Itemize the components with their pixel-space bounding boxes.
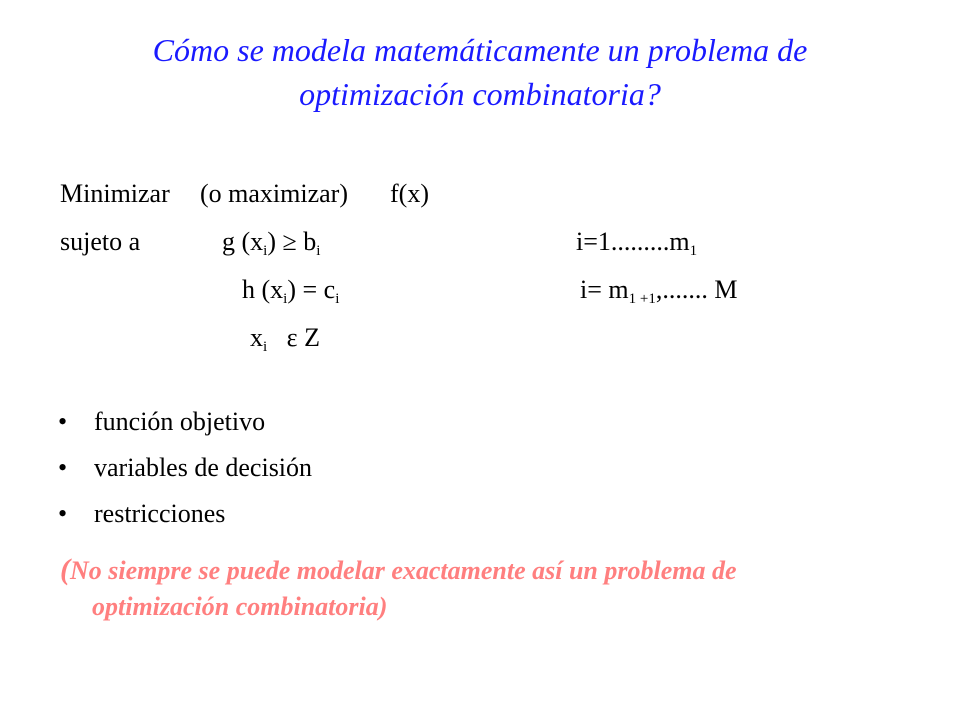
objective-label: Minimizar <box>60 179 170 208</box>
constraint-inequality-sub-i: i <box>263 243 268 259</box>
note-line1: No siempre se puede modelar exactamente así un problema de <box>70 556 737 585</box>
slide-title-line1: Cómo se modela matemáticamente un problema de <box>152 32 808 68</box>
bullet-icon: • <box>58 453 68 482</box>
constraint-equality-sub-c: i <box>335 291 340 307</box>
caveat-note <box>60 552 910 625</box>
list-item-text: variables de decisión <box>94 453 313 482</box>
bullet-icon: • <box>58 407 68 436</box>
constraint-equality-op: ) = c <box>287 275 336 304</box>
constraint-inequality <box>222 226 320 258</box>
list-item <box>58 406 312 452</box>
note-line2: optimización combinatoria) <box>92 592 388 621</box>
constraint-equality-range <box>580 274 737 306</box>
range1-sub: 1 <box>689 243 698 259</box>
list-item <box>58 452 312 498</box>
range1-text: i=1.........m <box>576 227 690 256</box>
list-item-text: restricciones <box>94 499 226 528</box>
constraint-inequality-lhs: g (x <box>222 227 264 256</box>
slide-title-line2: optimización combinatoria? <box>299 76 661 112</box>
bullet-icon: • <box>58 499 68 528</box>
constraint-inequality-op: ) ≥ b <box>267 227 317 256</box>
range2-sub: 1 +1 <box>628 291 656 307</box>
integrality-var: x <box>250 323 263 352</box>
range2-tail: ,....... M <box>655 275 738 304</box>
list-item <box>58 498 312 544</box>
list-item-text: función objetivo <box>94 407 266 436</box>
concept-list <box>58 406 312 544</box>
range2-text: i= m <box>580 275 629 304</box>
constraint-equality <box>242 274 339 306</box>
integrality-domain: ε Z <box>286 323 320 352</box>
integrality-sub: i <box>263 339 268 355</box>
integrality-constraint <box>250 322 320 354</box>
objective-alt: (o maximizar) <box>200 179 348 208</box>
constraint-inequality-range <box>576 226 697 258</box>
subject-to-label: sujeto a <box>60 227 141 256</box>
note-open-paren: ( <box>60 553 70 586</box>
constraint-inequality-sub-b: i <box>316 243 321 259</box>
constraint-equality-sub-i: i <box>283 291 288 307</box>
objective-function: f(x) <box>390 179 429 208</box>
slide-title <box>60 28 900 116</box>
constraint-equality-lhs: h (x <box>242 275 284 304</box>
